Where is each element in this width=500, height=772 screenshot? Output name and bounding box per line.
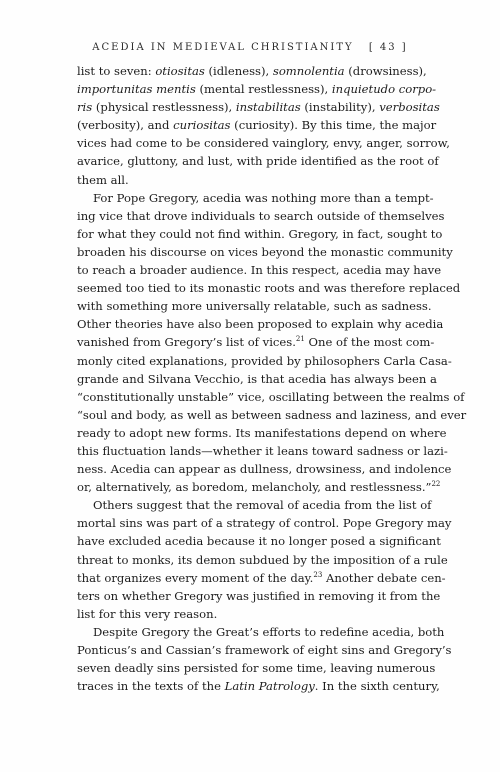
text-line [77,171,424,189]
text-line [77,207,445,225]
footnote-ref: 22 [431,480,441,489]
text-line [77,406,467,424]
text-line [77,496,432,514]
text-line [77,388,465,406]
italic-term: somnolentia [272,64,345,78]
text-line [77,225,443,243]
text-run: Ponticus’s and Cassian’s framework of eight sins and Gregory’s [77,643,452,657]
text-line [77,370,437,388]
text-run: (instability), [300,100,380,115]
text-run: have excluded acedia because it no longer posed a significant [77,534,441,549]
text-run: threat to monks, its demon subdued by the imposition of a rule [77,552,448,567]
italic-term: verbositas [379,100,440,115]
text-run: Other theories have also been proposed to explain why acedia [77,317,444,332]
text-run: . In the sixth century, [314,679,440,694]
text-run: for what they could not find within. Gregory, in fact, sought to [77,226,443,241]
text-line [77,98,440,116]
text-run: avarice, gluttony, and lust, with pride identified as the root of [77,154,439,169]
text-line [77,605,424,623]
text-line [77,478,441,496]
text-run: traces in the texts of the [77,679,225,694]
text-run: Despite Gregory the Great’s efforts to redefine acedia, both [93,624,445,639]
text-run: list to seven: [77,64,156,78]
text-line [77,442,448,460]
text-line [77,279,461,297]
text-run: or, alternatively, as boredom, melancholy, and restlessness.” [77,480,432,495]
text-run: them all. [77,172,129,187]
italic-term: instabilitas [235,100,301,115]
text-run: ness. Acedia can appear as dullness, drowsiness, and indolence [77,462,452,477]
text-line [77,569,446,587]
text-run: ing vice that drove individuals to search outside of themselves [77,208,445,223]
text-line [77,315,444,333]
text-run: ready to adopt new forms. Its manifestations depend on where [77,425,447,440]
text-line [77,623,445,641]
text-run: One of the most com- [304,335,435,350]
italic-term: Latin Patrology [224,679,315,694]
text-run: (idleness), [204,64,273,78]
text-run: ters on whether Gregory was justified in removing it from the [77,588,441,603]
footnote-ref: 23 [313,570,323,579]
text-line [77,659,436,677]
text-run: Others suggest that the removal of acedia from the list of [93,498,432,513]
text-line [77,551,448,569]
text-line [77,116,437,134]
text-line [77,424,447,442]
text-run: list for this very reason. [77,606,218,621]
page-number: [ 43 ] [368,42,408,53]
text-line [77,297,432,315]
text-run: to reach a broader audience. In this respect, acedia may have [77,263,442,278]
text-line [77,134,450,152]
text-line [77,514,452,532]
text-run: seemed too tied to its monastic roots and was therefore replaced [77,281,461,296]
footnote-ref: 21 [295,335,305,344]
text-line [77,532,441,550]
body-text [77,62,467,695]
text-run: Another debate cen- [322,570,446,585]
text-run: monly cited explanations, provided by philosophers Carla Casa- [77,353,452,368]
text-line [77,80,437,98]
text-run: this fluctuation lands—whether it leans toward sadness or lazi- [77,443,448,458]
text-line [77,587,441,605]
text-run: (mental restlessness), [195,82,332,97]
text-run: vices had come to be considered vainglory, envy, anger, sorrow, [77,136,450,151]
text-run: with something more universally relatable, such as sadness. [77,299,432,314]
italic-term: inquietudo corpo- [331,82,437,97]
text-run: For Pope Gregory, acedia was nothing more than a tempt- [93,190,434,205]
text-run: (verbosity), and [77,118,174,133]
italic-term: curiositas [173,118,231,133]
text-run: (drowsiness), [344,64,427,78]
text-run: “constitutionally unstable” vice, oscillating between the realms of [77,389,465,404]
text-run: vanished from Gregory’s list of vices. [77,335,296,350]
text-run: seven deadly sins persisted for some time, leaving numerous [77,661,436,676]
text-run: “soul and body, as well as between sadness and laziness, and ever [77,407,467,422]
text-run: that organizes every moment of the day. [77,570,314,585]
text-line [77,189,434,207]
text-line [77,152,439,170]
text-line [77,243,453,261]
text-line [77,460,452,478]
text-line [77,333,435,351]
text-line [77,641,452,659]
text-line [77,261,442,279]
text-run: broaden his discourse on vices beyond the monastic community [77,244,453,259]
text-run: mortal sins was part of a strategy of control. Pope Gregory may [77,516,452,531]
text-line [77,352,452,370]
text-run: grande and Silvana Vecchio, is that acedia has always been a [77,371,437,386]
text-line [77,62,427,80]
italic-term: ris [77,100,93,115]
text-line [77,677,440,695]
chapter-title: ACEDIA IN MEDIEVAL CHRISTIANITY [92,42,354,53]
italic-term: otiositas [155,64,205,78]
italic-term: importunitas mentis [77,82,196,97]
running-head [0,42,500,53]
text-run: (physical restlessness), [92,100,236,115]
text-run: (curiosity). By this time, the major [230,118,437,133]
